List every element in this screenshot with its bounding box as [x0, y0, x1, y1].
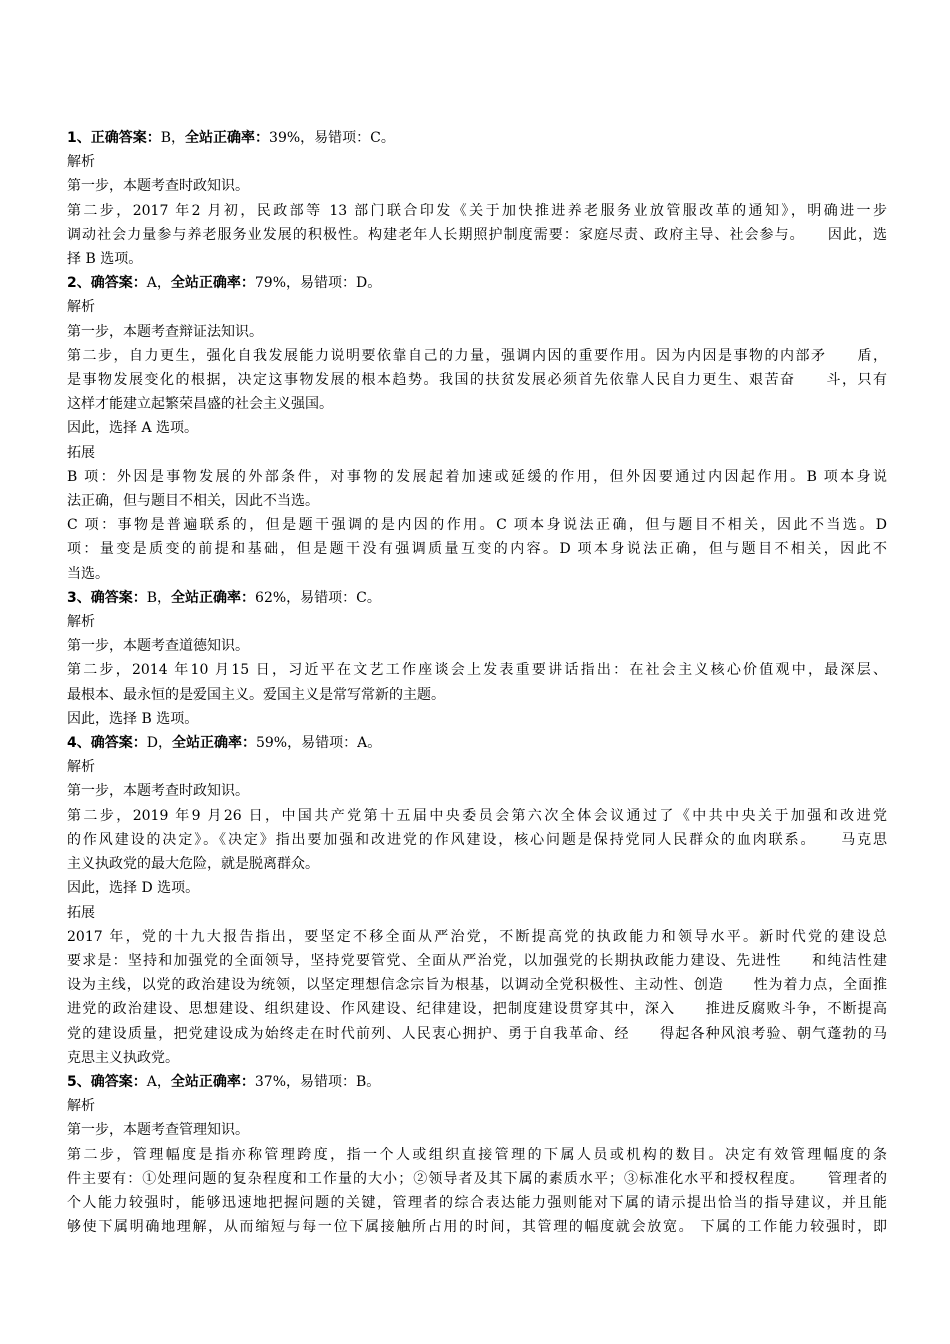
- extension-line: 克思主义执政党。: [67, 1049, 179, 1066]
- rate-value: 37%，: [254, 1073, 300, 1090]
- analysis-line: 因此，选择 B 选项。: [67, 710, 199, 727]
- analysis-label: 解析: [67, 614, 95, 631]
- extension-line: 2017 年，党的十九大报告指出，要坚定不移全面从严治党，不断提高党的执政能力和领导水平。新时代党的建设总: [67, 928, 887, 945]
- analysis-line: 第二步，自力更生，强化自我发展能力说明要依靠自己的力量，强调内因的重要作用。因为内因是事物的内部矛 盾，: [67, 347, 887, 364]
- rate-value: 59%，: [255, 735, 302, 752]
- analysis-label: 解析: [67, 154, 95, 171]
- analysis-label: 解析: [67, 1098, 95, 1115]
- rate-value: 79%，: [254, 275, 300, 292]
- answer-header: [67, 126, 887, 150]
- analysis-label: 解析: [67, 759, 95, 776]
- analysis-line: 调动社会力量参与养老服务业发展的积极性。构建老年人长期照护制度需要：家庭尽责、政府主导、社会参与。 因此，选: [67, 226, 887, 243]
- answer-value: B，: [146, 589, 172, 606]
- rate-label: 全站正确率：: [170, 275, 255, 292]
- analysis-line: 第一步，本题考查时政知识。: [67, 783, 249, 800]
- analysis-line: 个人能力较强时，能够迅速地把握问题的关键，管理者的综合表达能力强则能对下属的请示提出恰当的指导建议，并且能: [67, 1194, 887, 1211]
- answer-block-3: [67, 586, 887, 731]
- analysis-line: 最根本、最永恒的是爱国主义。爱国主义是常写常新的主题。: [67, 686, 445, 703]
- extension-line: 项：量变是质变的前提和基础，但是题干没有强调质量互变的内容。D 项本身说法正确，但与题目不相关，因此不: [67, 541, 887, 558]
- answer-value: A，: [146, 275, 171, 292]
- question-number: 2、: [67, 275, 91, 292]
- analysis-line: 因此，选择 A 选项。: [67, 420, 199, 437]
- wrong-value: D。: [356, 275, 382, 292]
- extension-line: 要求是：坚持和加强党的全面领导，坚持党要管党、全面从严治党，以加强党的长期执政能力建设、先进性 和纯洁性建: [67, 952, 887, 969]
- answer-header: [67, 271, 887, 295]
- question-number: 4、: [67, 735, 91, 752]
- answer-block-4: [67, 731, 887, 1070]
- extension-line: B 项：外因是事物发展的外部条件，对事物的发展起着加速或延缓的作用，但外因要通过内因起作用。B 项本身说: [67, 468, 887, 485]
- rate-value: 39%，: [269, 130, 315, 146]
- extension-line: 当选。: [67, 565, 109, 582]
- wrong-label: 易错项：: [314, 130, 371, 146]
- rate-value: 62%，: [255, 589, 301, 606]
- analysis-line: 的作风建设的决定》。《决定》指出要加强和改进党的作风建设，核心问题是保持党同人民群众的血肉联系。 马克思: [67, 831, 887, 848]
- answer-header: [67, 731, 887, 755]
- extension-label: 拓展: [67, 904, 95, 921]
- analysis-line: 第二步，2014 年10 月15 日，习近平在文艺工作座谈会上发表重要讲话指出：在社会主义核心价值观中，最深层、: [67, 662, 887, 679]
- answer-document: [67, 126, 887, 1239]
- extension-line: 设为主线，以党的政治建设为统领，以坚定理想信念宗旨为根基，以调动全党积极性、主动性、创造 性为着力点，全面推: [67, 977, 887, 994]
- answer-block-2: [67, 271, 887, 586]
- analysis-line: 第一步，本题考查时政知识。: [67, 178, 249, 195]
- question-number: 5、: [67, 1073, 91, 1090]
- wrong-label: 易错项：: [300, 589, 357, 606]
- answer-value: D，: [146, 735, 172, 752]
- rate-label: 全站正确率：: [170, 1073, 255, 1090]
- analysis-line: 因此，选择 D 选项。: [67, 880, 200, 897]
- answer-label: 确答案：: [90, 275, 147, 292]
- rate-label: 全站正确率：: [171, 589, 256, 606]
- wrong-value: B。: [356, 1073, 381, 1090]
- extension-line: 法正确，但与题目不相关，因此不当选。: [67, 493, 319, 510]
- answer-header: [67, 1070, 887, 1094]
- analysis-line: 第二步，2017 年2 月初，民政部等 13 部门联合印发《关于加快推进养老服务业放管服改革的通知》，明确进一步: [67, 202, 887, 219]
- wrong-label: 易错项：: [301, 735, 358, 752]
- answer-label: 确答案：: [90, 589, 147, 606]
- extension-line: 进党的政治建设、思想建设、组织建设、作风建设、纪律建设，把制度建设贯穿其中，深入 推进反腐败斗争，不断提高: [67, 1001, 887, 1018]
- analysis-line: 是事物发展变化的根据，决定这事物发展的根本趋势。我国的扶贫发展必须首先依靠人民自力更生、艰苦奋 斗，只有: [67, 372, 887, 389]
- question-number: 1、: [67, 130, 91, 146]
- analysis-line: 第二步，2019 年9 月26 日，中国共产党第十五届中央委员会第六次全体会议通过了《中共中央关于加强和改进党: [67, 807, 887, 824]
- analysis-line: 这样才能建立起繁荣昌盛的社会主义强国。: [67, 396, 333, 413]
- analysis-label: 解析: [67, 299, 95, 316]
- wrong-value: C。: [356, 589, 381, 606]
- answer-label: 正确答案：: [90, 130, 161, 146]
- analysis-line: 主义执政党的最大危险，就是脱离群众。: [67, 856, 319, 873]
- analysis-line: 第一步，本题考查管理知识。: [67, 1122, 249, 1139]
- answer-label: 确答案：: [90, 1073, 147, 1090]
- wrong-value: A。: [357, 735, 382, 752]
- analysis-line: 够使下属明确地理解，从而缩短与每一位下属接触所占用的时间，其管理的幅度就会放宽。 下属的工作能力较强时，即: [67, 1219, 887, 1236]
- rate-label: 全站正确率：: [185, 130, 270, 146]
- wrong-label: 易错项：: [300, 1073, 356, 1090]
- extension-line: C 项：事物是普遍联系的，但是题干强调的是内因的作用。C 项本身说法正确，但与题目不相关，因此不当选。D: [67, 517, 887, 534]
- answer-value: B，: [160, 130, 186, 146]
- answer-block-1: [67, 126, 887, 271]
- analysis-line: 第一步，本题考查辩证法知识。: [67, 323, 263, 340]
- analysis-line: 第二步，管理幅度是指亦称管理跨度，指一个人或组织直接管理的下属人员或机构的数目。决定有效管理幅度的条: [67, 1146, 887, 1163]
- analysis-line: 第一步，本题考查道德知识。: [67, 638, 249, 655]
- answer-label: 确答案：: [90, 735, 147, 752]
- answer-block-5: [67, 1070, 887, 1239]
- answer-value: A，: [146, 1073, 171, 1090]
- rate-label: 全站正确率：: [171, 735, 256, 752]
- question-number: 3、: [67, 589, 91, 606]
- answer-header: [67, 586, 887, 610]
- extension-line: 党的建设质量，把党建设成为始终走在时代前列、人民衷心拥护、勇于自我革命、经 得起各种风浪考验、朝气蓬勃的马: [67, 1025, 887, 1042]
- wrong-label: 易错项：: [300, 275, 356, 292]
- analysis-line: 择 B 选项。: [67, 251, 143, 268]
- analysis-line: 件主要有：①处理问题的复杂程度和工作量的大小；②领导者及其下属的素质水平；③标准化水平和授权程度。 管理者的: [67, 1170, 887, 1187]
- wrong-value: C。: [370, 130, 395, 146]
- extension-label: 拓展: [67, 444, 95, 461]
